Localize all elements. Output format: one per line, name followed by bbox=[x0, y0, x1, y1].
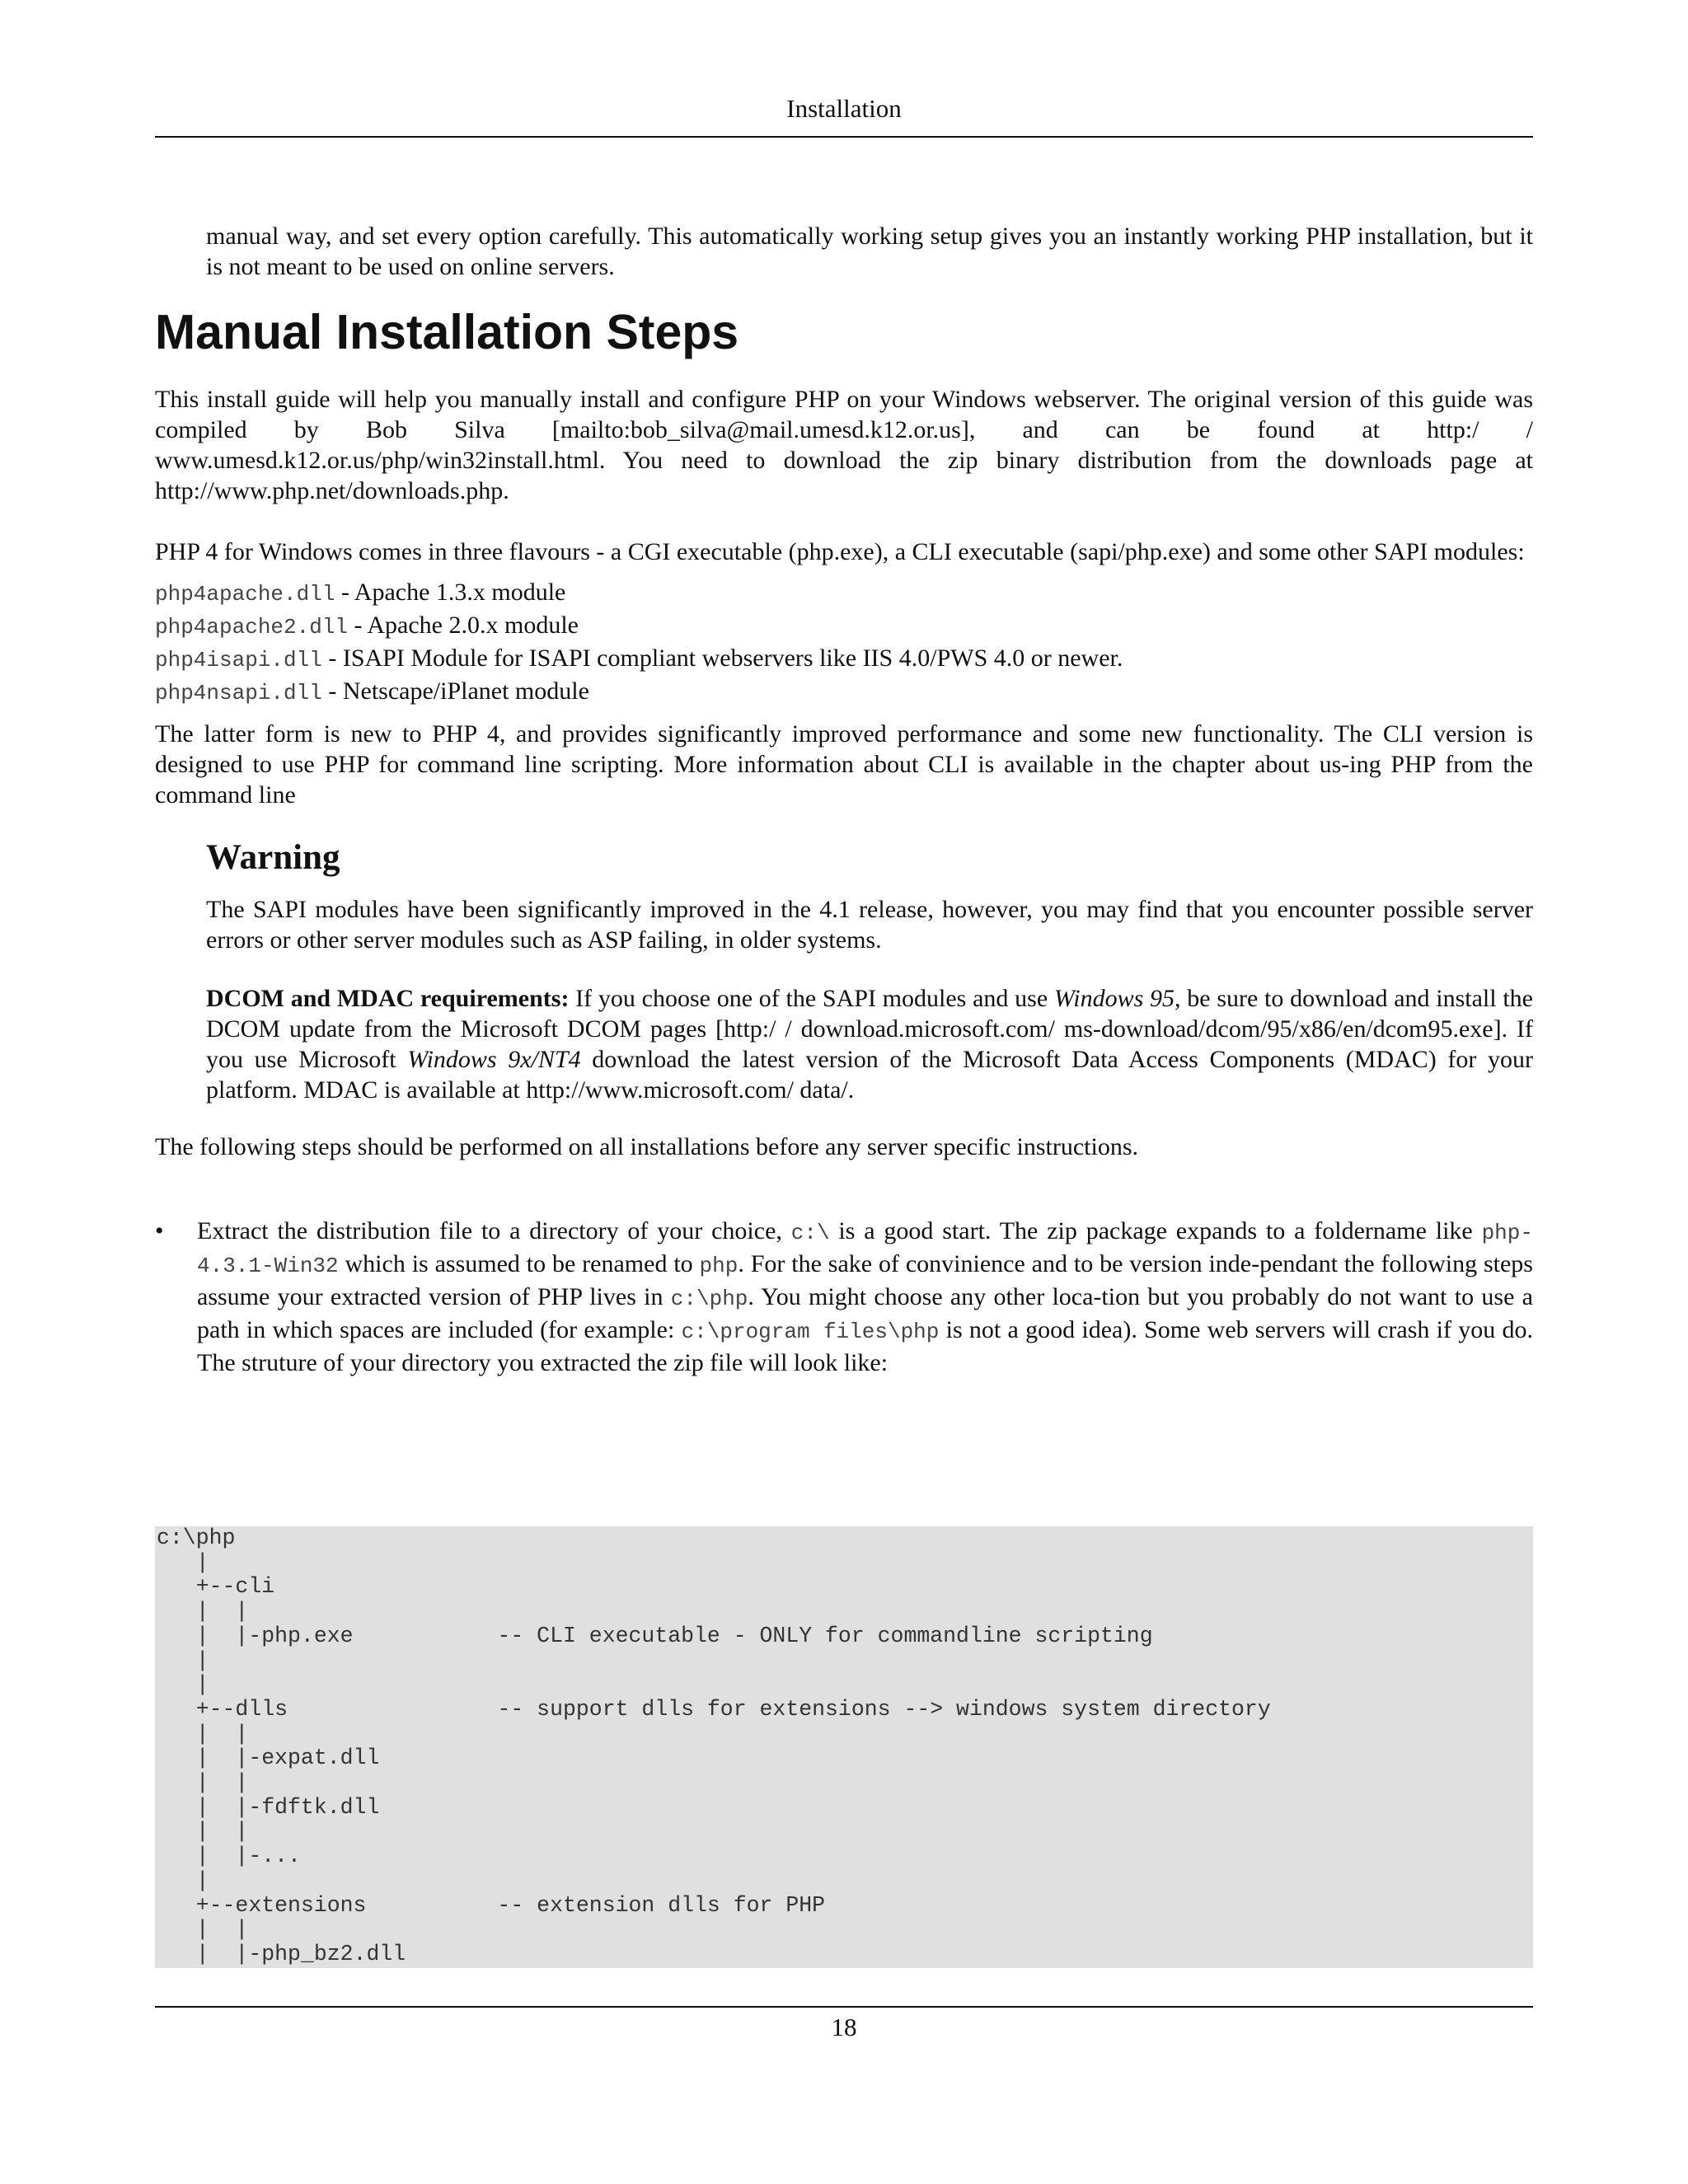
inline-path: c:\ bbox=[790, 1221, 830, 1245]
module-filename: php4isapi.dll bbox=[155, 648, 322, 673]
module-description: - Apache 1.3.x module bbox=[335, 579, 566, 606]
dcom-label: DCOM and MDAC requirements: bbox=[206, 985, 570, 1012]
module-description: - ISAPI Module for ISAPI compliant webservers like IIS 4.0/PWS 4.0 or newer. bbox=[321, 644, 1123, 672]
module-filename: php4apache.dll bbox=[155, 582, 335, 607]
step-list-item: • Extract the distribution file to a directory of your choice, c:\ is a good start. The zip package expands to a foldername like php-4.3.1-Win32 which is assumed to be renamed to php. For the sake of convinience and to be version inde-pendant the following steps assume your extracted version of PHP lives in c:\php. You might choose any other loca-tion but you probably do not want to use a path in which spaces are included (for example: c:\program files\php is not a good idea). Some web servers will crash if you do. The struture of your directory you extracted the zip file will look like: bbox=[155, 1217, 1533, 1376]
inline-foldername: php bbox=[699, 1254, 738, 1278]
page-content bbox=[155, 221, 1533, 1378]
steps-intro-paragraph: The following steps should be performed on all installations before any server specific instructions. bbox=[155, 1133, 1139, 1160]
running-header: Installation bbox=[786, 94, 902, 123]
dcom-mdac-paragraph: DCOM and MDAC requirements: If you choose one of the SAPI modules and use Windows 95, be sure to download and install the DCOM update from the Microsoft DCOM pages [http:/ / download.microsoft.com/ ms-download/dcom/95/x86/en/dcom95.exe]. If you use Microsoft Windows 9x/NT4 download the latest version of the Microsoft Data Access Components (MDAC) for your platform. MDAC is available at http://www.microsoft.com/ data/. bbox=[206, 985, 1534, 1104]
module-description: - Apache 2.0.x module bbox=[348, 612, 579, 639]
inline-foldername: php-4.3.1-Win32 bbox=[197, 1221, 1533, 1278]
page-number: 18 bbox=[831, 2013, 857, 2041]
header-rule bbox=[155, 136, 1533, 138]
bullet-icon: • bbox=[155, 1217, 164, 1244]
warning-paragraph: The SAPI modules have been significantly improved in the 4.1 release, however, you may find that you encounter possible server errors or other server modules such as ASP failing, in older systems. bbox=[206, 896, 1533, 954]
module-filename: php4apache2.dll bbox=[155, 615, 349, 640]
warning-block bbox=[206, 837, 1533, 1105]
inline-path: c:\php bbox=[670, 1286, 748, 1311]
section-heading: Manual Installation Steps bbox=[155, 305, 739, 359]
footer-rule bbox=[155, 2006, 1533, 2008]
code-listing: c:\php | +--cli | | | |-php.exe -- CLI executable - ONLY for commandline scripting | | +--dlls -- support dlls for extensions --> windows system directory | | | |-expat.dll | | | |-fdftk.dll | | | |-... | +--extensions -- extension dlls for PHP | | | |-php_bz2.dll bbox=[157, 1526, 1271, 1966]
directory-structure-code-block bbox=[155, 1526, 1533, 1968]
windows-95-term: Windows 95 bbox=[1053, 985, 1175, 1012]
module-item bbox=[155, 610, 1533, 643]
warning-heading: Warning bbox=[206, 838, 340, 877]
module-filename: php4nsapi.dll bbox=[155, 681, 322, 705]
intro-paragraph: manual way, and set every option carefully. This automatically working setup gives you an instantly working PHP installation, but it is not meant to be used on online servers. bbox=[206, 223, 1533, 280]
guide-paragraph: This install guide will help you manually install and configure PHP on your Windows webserver. The original version of this guide was compiled by Bob Silva [mailto:bob_silva@mail.umesd.k12.or.us], and can be found at http:/ / www.umesd.k12.or.us/php/win32install.html. You need to download the zip binary distribution from the downloads page at http://www.php.net/downloads.php. bbox=[155, 386, 1533, 504]
flavours-paragraph: PHP 4 for Windows comes in three flavours - a CGI executable (php.exe), a CLI executable (sapi/php.exe) and some other SAPI modules: bbox=[155, 538, 1525, 565]
module-item bbox=[155, 676, 1533, 709]
module-item bbox=[155, 643, 1533, 676]
windows-9x-nt4-term: Windows 9x/NT4 bbox=[407, 1046, 581, 1073]
module-item bbox=[155, 577, 1533, 610]
cli-paragraph: The latter form is new to PHP 4, and provides significantly improved performance and some new functionality. The CLI version is designed to use PHP for command line scripting. More information about CLI is available in the chapter about us-ing PHP from the command line bbox=[155, 720, 1533, 808]
inline-path: c:\program files\php bbox=[681, 1319, 940, 1344]
sapi-module-list bbox=[155, 577, 1533, 709]
module-description: - Netscape/iPlanet module bbox=[321, 677, 589, 705]
